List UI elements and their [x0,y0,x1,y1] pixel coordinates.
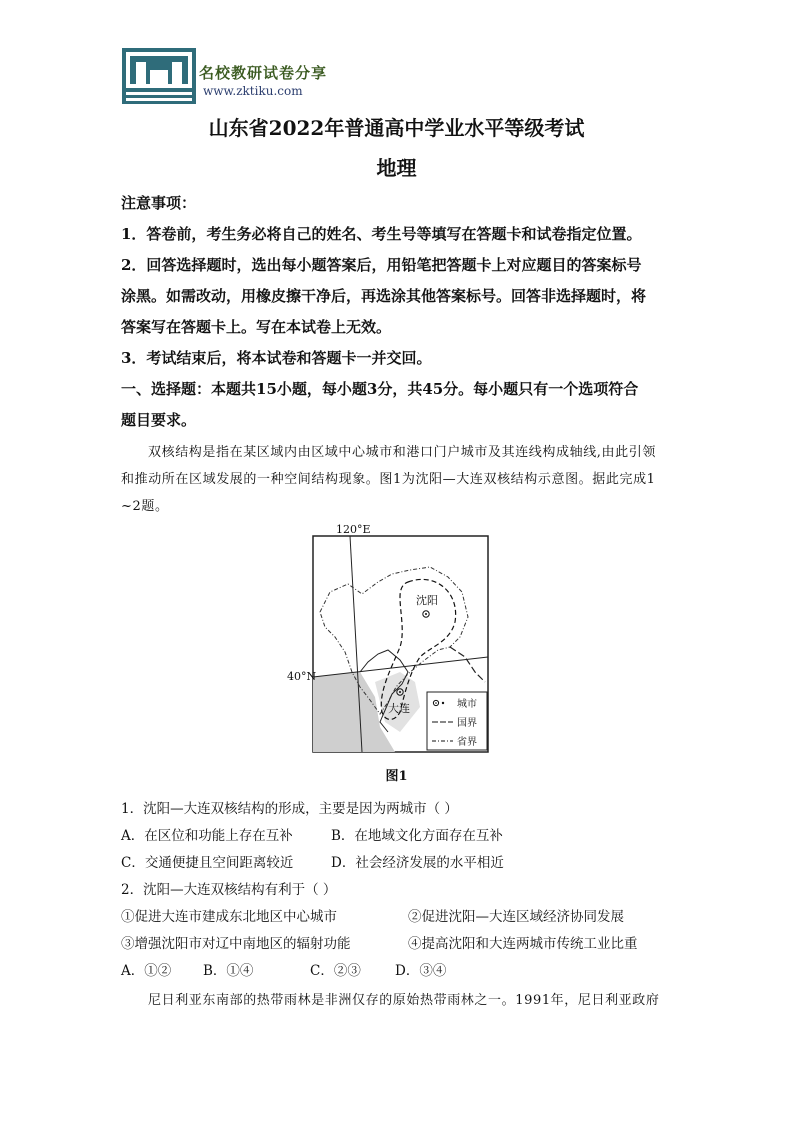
passage-1-line-1: 双核结构是指在某区域内由区域中心城市和港口门户城市及其连线构成轴线,由此引领 [148,445,656,460]
q2-statement-2: ②促进沈阳—大连区域经济协同发展 [408,909,624,925]
exam-subject: 地理 [376,156,417,180]
q2-statement-4: ④提高沈阳和大连两城市传统工业比重 [408,936,638,952]
city-label-dalian: 大连 [388,702,410,715]
q2-option-d: D．③④ [395,963,447,979]
legend-national: 国界 [457,718,477,729]
q2-option-b: B．①④ [203,963,254,979]
note-item-2-line-1: 2．回答选择题时，选出每小题答案后，用铅笔把答题卡上对应题目的答案标号 [121,256,642,274]
shenyang-dalian-map [287,522,495,762]
legend-province: 省界 [457,737,477,748]
q2-statement-1: ①促进大连市建成东北地区中心城市 [121,909,337,925]
notes-heading: 注意事项： [121,194,197,212]
lat-label: 40°N [287,670,317,683]
site-logo [122,48,196,104]
logo-url: www.zktiku.com [203,84,303,98]
passage-2-line-1: 尼日利亚东南部的热带雨林是非洲仅存的原始热带雨林之一。1991年，尼日利亚政府 [148,993,660,1008]
q2-option-a: A．①② [121,963,172,979]
passage-1-line-2: 和推动所在区域发展的一种空间结构现象。图1为沈阳—大连双核结构示意图。据此完成1 [121,472,656,487]
q1-stem: 1．沈阳—大连双核结构的形成，主要是因为两城市（ ） [121,801,458,817]
figure-caption: 图1 [385,769,408,784]
q2-option-c: C．②③ [310,963,361,979]
passage-1-line-3: ~2题。 [121,499,169,514]
q1-option-b: B．在地域文化方面存在互补 [331,828,503,844]
q2-statement-3: ③增强沈阳市对辽中南地区的辐射功能 [121,936,351,952]
lon-label: 120°E [336,523,371,536]
q2-stem: 2．沈阳—大连双核结构有利于（ ） [121,882,337,898]
note-item-2-line-2: 涂黑。如需改动，用橡皮擦干净后，再选涂其他答案标号。回答非选择题时，将 [121,287,647,305]
exam-title: 山东省2022年普通高中学业水平等级考试 [208,116,585,140]
city-label-shenyang: 沈阳 [416,594,438,607]
q1-option-c: C．交通便捷且空间距离较近 [121,855,294,871]
note-item-2-line-3: 答案写在答题卡上。写在本试卷上无效。 [121,318,392,336]
logo-title: 名校教研试卷分享 [199,64,328,82]
legend-city: 城市 [457,699,477,710]
note-item-1: 1．答卷前，考生务必将自己的姓名、考生号等填写在答题卡和试卷指定位置。 [121,225,642,243]
q1-option-d: D．社会经济发展的水平相近 [331,855,504,871]
q1-option-a: A．在区位和功能上存在互补 [121,828,293,844]
section-heading-line-1: 一、选择题：本题共15小题，每小题3分，共45分。每小题只有一个选项符合 [121,380,639,398]
note-item-3: 3．考试结束后，将本试卷和答题卡一并交回。 [121,349,432,367]
section-heading-line-2: 题目要求。 [121,411,197,429]
